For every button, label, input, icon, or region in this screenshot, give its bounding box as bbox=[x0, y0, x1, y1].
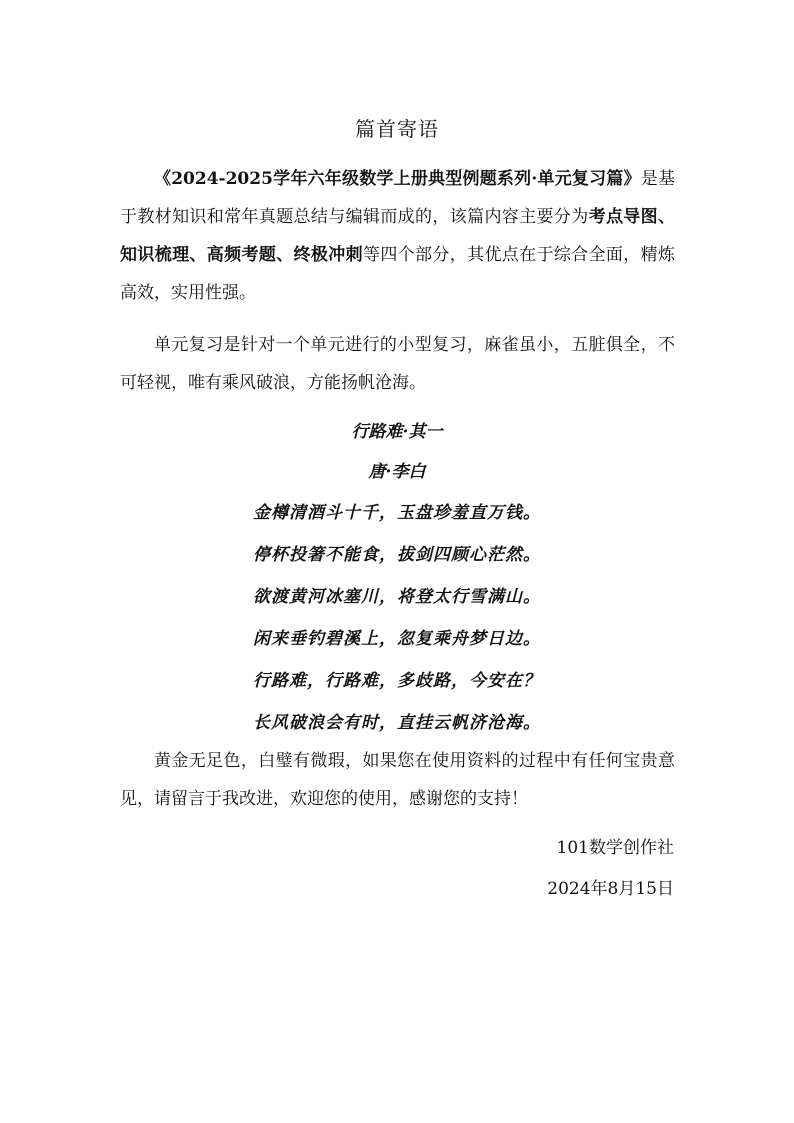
page-title: 篇首寄语 bbox=[355, 117, 439, 141]
closing-paragraph: 黄金无足色，白璧有微瑕，如果您在使用资料的过程中有任何宝贵意见，请留言于我改进，欢迎您的使用，感谢您的支持！ bbox=[120, 751, 675, 809]
intro-paragraph bbox=[120, 160, 675, 312]
poem-author: 唐·李白 bbox=[368, 462, 426, 482]
review-paragraph: 单元复习是针对一个单元进行的小型复习，麻雀虽小，五脏俱全，不可轻视，唯有乘风破浪，方能扬帆沧海。 bbox=[120, 335, 675, 393]
poem-line: 长风破浪会有时，直挂云帆济沧海。 bbox=[253, 713, 541, 733]
section-list: 考点导图、知识梳理、高频考题、终极冲刺 bbox=[120, 207, 676, 265]
intro-text-b: 等四个部分，其优点在于综合全面，精炼高效，实用性强。 bbox=[120, 245, 676, 303]
intro-text-a: 是基于教材知识和常年真题总结与编辑而成的，该篇内容主要分为 bbox=[120, 169, 675, 227]
signature-organization: 101数学创作社 bbox=[556, 838, 674, 858]
poem-line: 行路难，行路难，多歧路，今安在？ bbox=[253, 671, 541, 691]
poem-line: 金樽清酒斗十千，玉盘珍羞直万钱。 bbox=[253, 503, 541, 523]
poem-block bbox=[0, 412, 794, 744]
signature-date: 2024年8月15日 bbox=[547, 879, 674, 899]
poem-line: 闲来垂钓碧溪上，忽复乘舟梦日边。 bbox=[253, 629, 541, 649]
book-title: 《2024-2025学年六年级数学上册典型例题系列·单元复习篇》 bbox=[154, 169, 641, 189]
poem-title: 行路难·其一 bbox=[351, 422, 443, 442]
poem-line: 停杯投箸不能食，拔剑四顾心茫然。 bbox=[253, 545, 541, 565]
poem-line: 欲渡黄河冰塞川，将登太行雪满山。 bbox=[253, 587, 541, 607]
